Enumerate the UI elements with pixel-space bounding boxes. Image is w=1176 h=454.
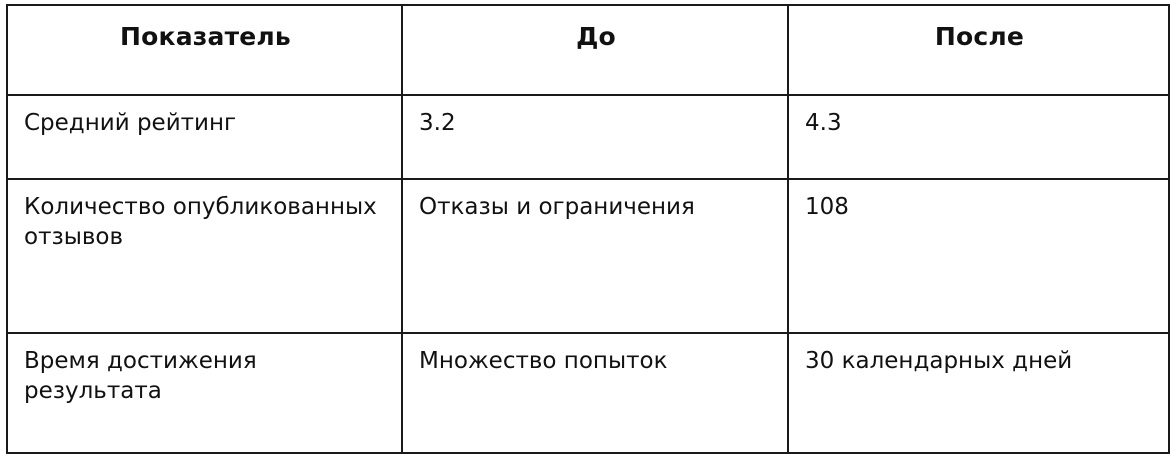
column-header-after: После — [788, 5, 1169, 95]
comparison-table — [6, 4, 1170, 454]
cell-before: Множество попыток — [402, 333, 788, 453]
table-header — [7, 5, 1169, 95]
cell-metric: Средний рейтинг — [7, 95, 402, 179]
table-row — [7, 333, 1169, 453]
table-header-row — [7, 5, 1169, 95]
cell-metric: Количество опубликованных отзывов — [7, 179, 402, 333]
table-body — [7, 95, 1169, 453]
column-header-metric: Показатель — [7, 5, 402, 95]
column-header-before: До — [402, 5, 788, 95]
cell-after: 4.3 — [788, 95, 1169, 179]
table-row — [7, 179, 1169, 333]
table-row — [7, 95, 1169, 179]
cell-before: 3.2 — [402, 95, 788, 179]
cell-before: Отказы и ограничения — [402, 179, 788, 333]
cell-metric: Время достижения результата — [7, 333, 402, 453]
cell-after: 108 — [788, 179, 1169, 333]
cell-after: 30 календарных дней — [788, 333, 1169, 453]
